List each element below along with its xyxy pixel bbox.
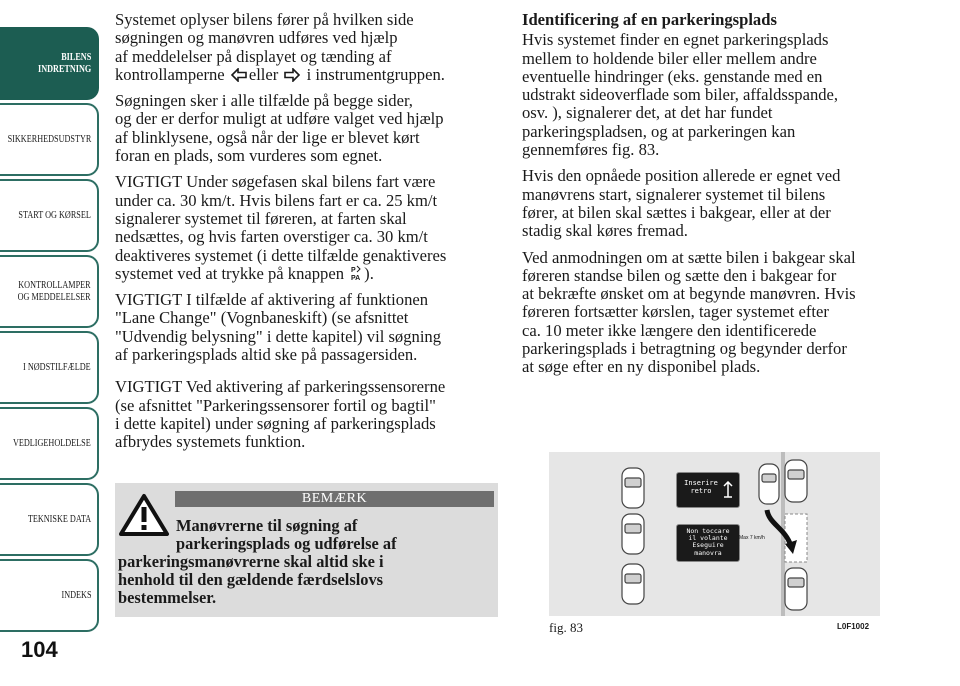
parked-car (622, 468, 644, 508)
paragraph (115, 378, 497, 451)
tab-i-nodstilfaelde[interactable] (0, 331, 99, 404)
text-line: af blinklysene, også når der lige er blevet kørt (115, 127, 420, 147)
text-line: ). (364, 263, 374, 283)
paragraph (115, 173, 497, 283)
text-line: nedsættes, og hvis farten overstiger ca. 30 km/t (115, 227, 428, 247)
figure-83 (549, 452, 880, 616)
paragraph (115, 291, 497, 364)
text-line: VIGTIGT Under søgefasen skal bilens fart være (115, 172, 436, 192)
note-line: henhold til den gældende færdselslovs (118, 570, 384, 589)
text-line: Systemet oplyser bilens fører på hvilken side (115, 10, 414, 29)
text-line: parkeringspladsen, og at parkeringen kan (522, 121, 796, 141)
text-line: Hvis den opnåede position allerede er egnet ved (522, 166, 841, 186)
tab-sikkerhedsudstyr[interactable] (0, 103, 99, 176)
tab-start-og-korsel[interactable] (0, 179, 99, 252)
text-line: gennemføres fig. 83. (522, 140, 660, 160)
turn-right-arrow-icon (284, 68, 300, 82)
text-line: i dette kapitel) under søgning af parkeringsplads (115, 413, 436, 433)
tab-label-line: INDRETNING (37, 63, 91, 75)
svg-text:P: P (351, 266, 356, 274)
text-line: parkeringsplads i betragtning og begynder derfor (522, 339, 847, 359)
tab-label: VEDLIGEHOLDELSE (13, 437, 91, 449)
tab-label: START OG KØRSEL (18, 209, 91, 221)
text-line: føreren fortsætter kørslen, tager systemet efter (522, 302, 829, 322)
text-line: Hvis systemet finder en egnet parkeringsplads (522, 30, 829, 50)
text-line: under ca. 30 km/t. Hvis bilens fart er ca. 25 km/t (115, 190, 438, 210)
text-line: i instrumentgruppen. (306, 64, 445, 84)
text-line: Søgningen sker i alle tilfælde på begge sider, (115, 91, 413, 111)
text-line: eller (248, 64, 279, 84)
tab-label-line: OG MEDDELELSER (17, 291, 91, 303)
text-line: foran en plads, som vurderes som egnet. (115, 146, 383, 166)
text-line: at bekræfte ønsket om at begynde manøvren. Hvis (522, 284, 856, 304)
text-line: føreren standse bilen og sætte den i bakgear for (522, 265, 837, 285)
text-line: deaktiveres systemet (i dette tilfælde genaktiveres (115, 245, 447, 265)
parked-car (622, 514, 644, 554)
section-heading: Identificering af en parkeringsplads (522, 10, 777, 29)
left-column (115, 11, 497, 460)
tab-label-line: KONTROLLAMPER (18, 279, 92, 291)
tab-label: I NØDSTILFÆLDE (23, 361, 91, 373)
paragraph (115, 11, 497, 84)
page-number: 104 (21, 637, 58, 662)
text-line: osv. ), signalerer det, at det har fundet (522, 103, 773, 123)
tab-label-line: BILENS (60, 51, 91, 63)
parked-car (785, 460, 807, 502)
right-column (522, 11, 912, 385)
text-line: eventuelle hindringer (eks. genstande med en (522, 66, 823, 86)
text-line: stadig skal køres fremad. (522, 221, 688, 241)
note-line: bestemmelser. (118, 588, 217, 607)
text-line: søgningen og manøvren udføres ved hjælp (115, 28, 398, 48)
text-line: kontrollamperne (115, 64, 225, 84)
figure-caption: fig. 83 (549, 620, 583, 635)
turn-left-arrow-icon (231, 68, 247, 82)
note-title: BEMÆRK (175, 491, 494, 507)
tab-bilens-indretning[interactable] (0, 27, 99, 100)
parked-car (785, 568, 807, 610)
park-assist-button-icon (350, 265, 362, 281)
text-line: mellem to holdende biler eller mellem andre (522, 48, 817, 68)
tab-kontrollamper[interactable] (0, 255, 99, 328)
tab-indeks[interactable] (0, 559, 99, 632)
gear-shift-icon (722, 481, 734, 499)
display-line: il volante (688, 534, 728, 543)
text-line: ca. 10 meter ikke længere den identificerede (522, 320, 817, 340)
maneuvering-car (759, 464, 779, 504)
display-line: Inserire (684, 479, 718, 487)
paragraph (522, 31, 912, 159)
text-line: manøvrens start, signalerer systemet til bilens (522, 184, 826, 204)
text-line: "Udvendig belysning" i dette kapitel) vil søgning (115, 326, 442, 346)
note-line: Manøvrerne til søgning af (176, 516, 358, 535)
tab-label: SIKKERHEDSUDSTYR (7, 133, 91, 145)
text-line: af parkeringsplads altid ske på passagersiden. (115, 345, 418, 365)
note-line: parkeringsmanøvrerne skal altid ske i (118, 552, 384, 571)
note-line: parkeringsplads og udførelse af (176, 534, 397, 553)
tab-vedligeholdelse[interactable] (0, 407, 99, 480)
text-line: VIGTIGT Ved aktivering af parkeringssensorerne (115, 377, 446, 397)
text-line: afbrydes systemets funktion. (115, 432, 306, 452)
text-line: at søge efter en ny disponibel plads. (522, 357, 761, 377)
display-line: manovra (694, 548, 722, 557)
display-line: Eseguire (692, 541, 724, 550)
figure-code: L0F1002 (837, 622, 870, 631)
text-line: af meddelelser på displayet og tænding af (115, 46, 392, 66)
text-line: "Lane Change" (Vognbaneskift) (se afsnittet (115, 308, 409, 328)
note-text (118, 517, 494, 607)
tab-tekniske-data[interactable] (0, 483, 99, 556)
text-line: udstrakt sideoverflade som biler, affaldsspande, (522, 85, 839, 105)
paragraph (522, 249, 912, 377)
tab-label: INDEKS (60, 589, 91, 601)
speed-label: Max 7 km/h (739, 535, 765, 541)
parked-car (622, 564, 644, 604)
paragraph (115, 92, 497, 165)
display-panel-steering (676, 524, 740, 562)
svg-text:PA: PA (351, 274, 361, 281)
display-line: retro (690, 487, 712, 495)
tab-label: TEKNISKE DATA (27, 513, 91, 525)
display-line: Non toccare (686, 527, 730, 535)
text-line: VIGTIGT I tilfælde af aktivering af funktionen (115, 290, 429, 310)
text-line: (se afsnittet "Parkeringssensorer fortil og bagtil" (115, 395, 436, 415)
text-line: systemet ved at trykke på knappen (115, 263, 345, 283)
display-panel-reverse (676, 472, 740, 508)
paragraph (522, 167, 912, 240)
text-line: signalerer systemet til føreren, at farten skal (115, 208, 407, 228)
text-line: Ved anmodningen om at sætte bilen i bakgear skal (522, 247, 856, 267)
text-line: fører, at bilen skal sættes i bakgear, eller at der (522, 202, 831, 222)
text-line: og der er derfor muligt at udføre valget ved hjælp (115, 109, 444, 129)
